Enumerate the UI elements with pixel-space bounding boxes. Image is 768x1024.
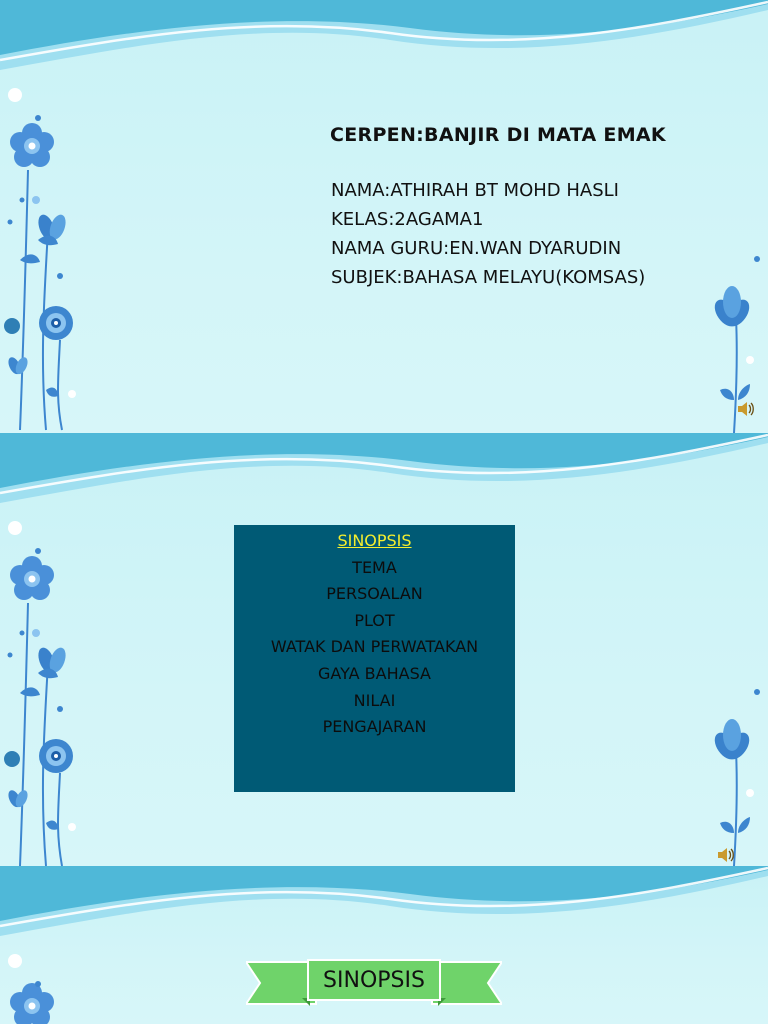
flower-icon xyxy=(4,521,76,866)
flower-icon xyxy=(710,689,760,866)
speaker-icon[interactable] xyxy=(736,400,754,418)
slide-1 xyxy=(0,0,768,433)
student-name-line: NAMA:ATHIRAH BT MOHD HASLI xyxy=(331,180,619,201)
menu-item-plot[interactable]: PLOT xyxy=(354,610,395,630)
menu-item-persoalan[interactable]: PERSOALAN xyxy=(326,584,423,604)
student-info xyxy=(331,176,645,292)
slide-2 xyxy=(0,433,768,866)
class-line: KELAS:2AGAMA1 xyxy=(331,209,484,230)
menu-item-gaya-bahasa[interactable]: GAYA BAHASA xyxy=(318,663,431,683)
menu-item-tema[interactable]: TEMA xyxy=(352,557,397,577)
teacher-line: NAMA GURU:EN.WAN DYARUDIN xyxy=(331,238,622,259)
flower-icon xyxy=(8,954,54,1024)
slide-3 xyxy=(0,866,768,1024)
page-title: CERPEN:BANJIR DI MATA EMAK xyxy=(330,124,666,146)
menu-item-nilai[interactable]: NILAI xyxy=(353,690,396,710)
menu-item-watak[interactable]: WATAK DAN PERWATAKAN xyxy=(270,637,479,657)
contents-menu xyxy=(234,525,515,792)
subject-line: SUBJEK:BAHASA MELAYU(KOMSAS) xyxy=(331,267,646,288)
speaker-icon[interactable] xyxy=(716,846,734,864)
menu-link-sinopsis[interactable]: SINOPSIS xyxy=(337,531,412,550)
banner-label: SINOPSIS xyxy=(323,968,425,993)
flower-icon xyxy=(4,88,76,430)
menu-item-pengajaran[interactable]: PENGAJARAN xyxy=(322,717,427,737)
